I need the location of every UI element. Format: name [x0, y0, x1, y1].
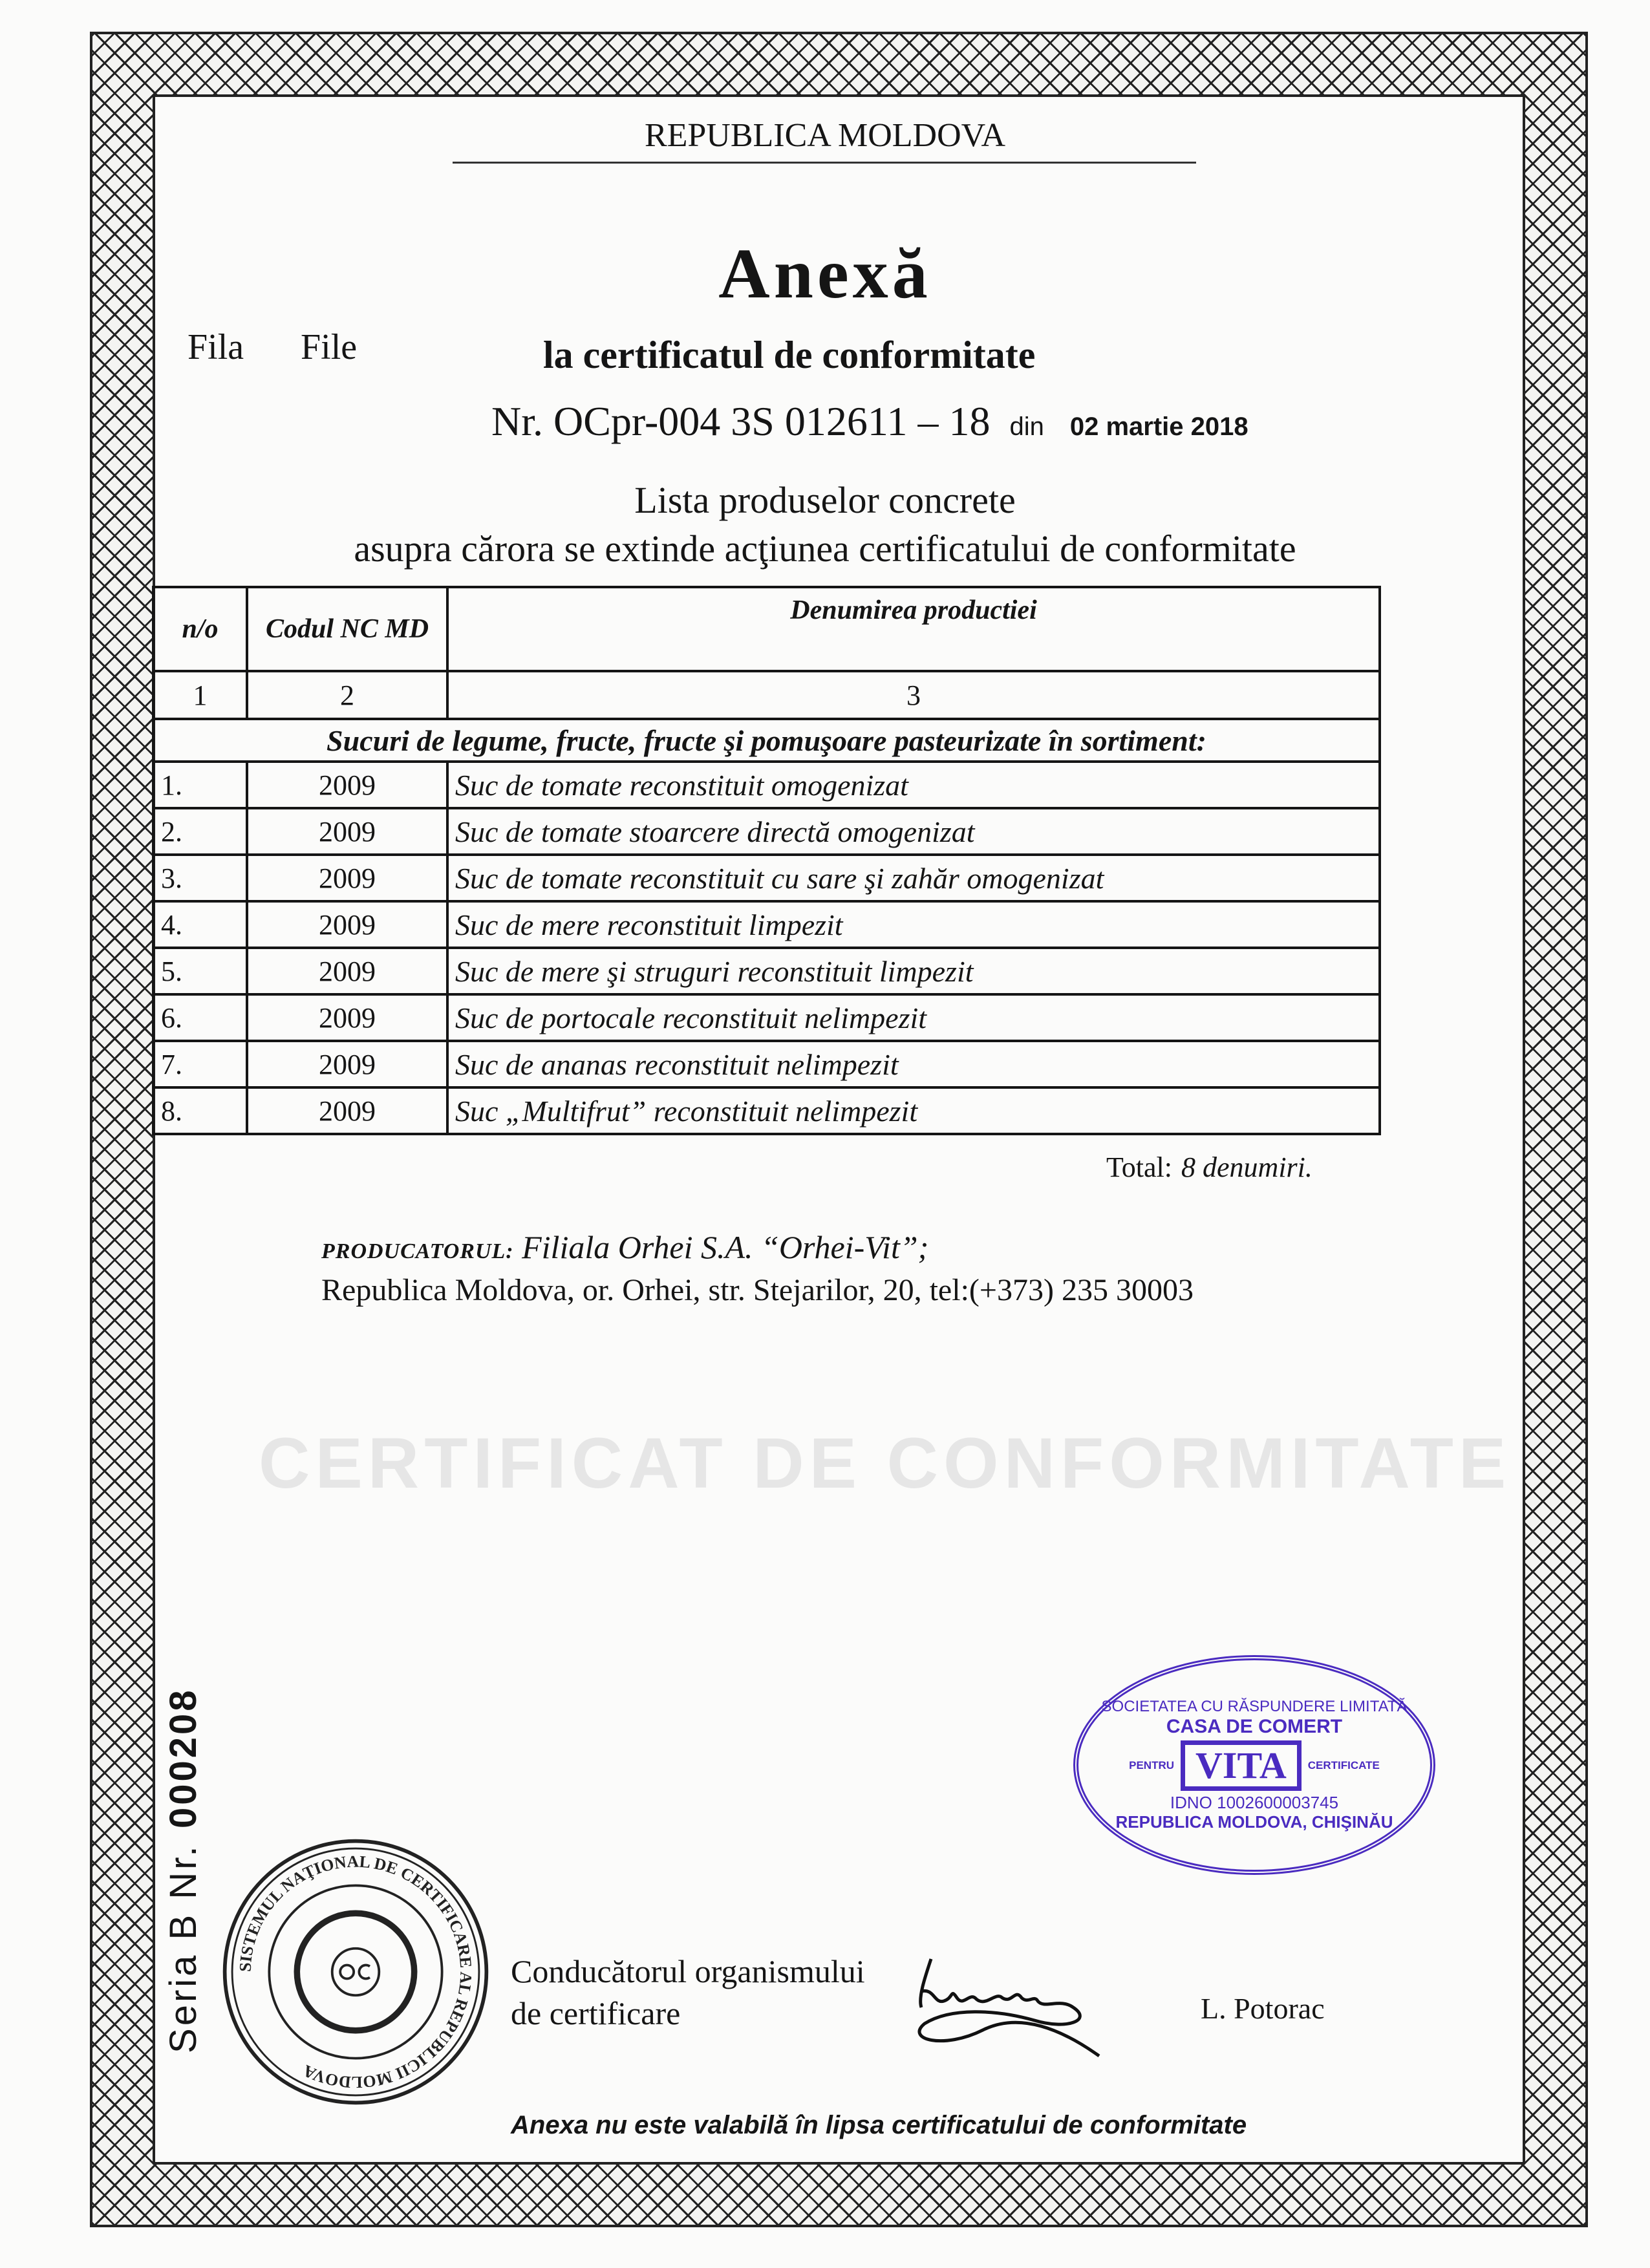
table-row: [153, 948, 1380, 994]
table-row: [153, 994, 1380, 1041]
row-code: 2009: [247, 855, 447, 901]
signatory-role: Conducătorul organismului: [511, 1953, 865, 1989]
row-code: 2009: [247, 948, 447, 994]
list-title: Lista produselor concrete: [634, 479, 1016, 521]
header-name: Denumirea productiei: [447, 587, 1380, 671]
column-number-row: [153, 671, 1380, 719]
section-row: [153, 719, 1380, 762]
producer-name: Filiala Orhei S.A. “Orhei-Vit”;: [522, 1229, 929, 1265]
column-number: 1: [153, 671, 247, 719]
row-name: Suc de tomate stoarcere directă omogenizat: [447, 808, 1380, 855]
row-number: 2.: [153, 808, 247, 855]
stamp-bottom-text: REPUBLICA MOLDOVA, CHIŞINĂU: [1115, 1812, 1393, 1832]
serial-label: Seria B Nr.: [162, 1843, 204, 2053]
row-name: Suc de mere reconstituit limpezit: [447, 901, 1380, 948]
round-seal: [220, 1836, 491, 2108]
row-code: 2009: [247, 901, 447, 948]
row-code: 2009: [247, 762, 447, 808]
serial-value: 000208: [162, 1687, 204, 1828]
table-header: [153, 587, 1380, 671]
stamp-center-text: VITA: [1181, 1740, 1302, 1791]
stamp-right-text: CERTIFICATE: [1307, 1759, 1380, 1772]
row-name: Suc de ananas reconstituit nelimpezit: [447, 1041, 1380, 1087]
row-name: Suc de mere şi struguri reconstituit limpezit: [447, 948, 1380, 994]
table-row: [153, 855, 1380, 901]
table-row: [153, 901, 1380, 948]
seal-center-oc-mark: [332, 1949, 380, 1996]
row-code: 2009: [247, 1087, 447, 1134]
row-name: Suc „Multifrut” reconstituit nelimpezit: [447, 1087, 1380, 1134]
column-number: 2: [247, 671, 447, 719]
bleed-through-text: CERTIFICAT DE CONFORMITATE: [259, 1424, 1512, 1503]
table-row: [153, 762, 1380, 808]
handwritten-signature: [905, 1952, 1138, 2062]
stamp-left-text: PENTRU: [1129, 1759, 1175, 1772]
serial-number: [162, 1687, 205, 2053]
row-name: Suc de tomate reconstituit cu sare şi zahăr omogenizat: [447, 855, 1380, 901]
stamp-idno: IDNO 1002600003745: [1170, 1793, 1339, 1813]
column-number: 3: [447, 671, 1380, 719]
file-label: File: [301, 327, 358, 367]
seal-ring-text: SISTEMUL NAŢIONAL DE CERTIFICARE AL REPUBLICII MOLDOVA: [235, 1852, 476, 2092]
row-number: 7.: [153, 1041, 247, 1087]
table-row: [153, 1041, 1380, 1087]
row-number: 1.: [153, 762, 247, 808]
total-label: Total:: [1106, 1151, 1173, 1183]
vita-stamp: [1073, 1655, 1435, 1875]
row-number: 6.: [153, 994, 247, 1041]
stamp-top-text: CASA DE COMERT: [1166, 1715, 1343, 1737]
signatory-role-2: de certificare: [511, 1995, 681, 2031]
total-value: 8 denumiri.: [1181, 1151, 1312, 1183]
country-header: REPUBLICA MOLDOVA: [644, 117, 1006, 154]
header-code: [247, 587, 447, 671]
certificate-number: Nr. OCpr-004 3S 012611 – 18: [491, 398, 991, 444]
stamp-outer-text: SOCIETATEA CU RĂSPUNDERE LIMITATĂ: [1101, 1698, 1408, 1716]
certificate-number-line: [491, 398, 1248, 445]
subtitle: la certificatul de conformitate: [543, 334, 1036, 376]
section-title: Sucuri de legume, fructe, fructe şi pomuşoare pasteurizate în sortiment:: [153, 719, 1380, 762]
row-name: Suc de tomate reconstituit omogenizat: [447, 762, 1380, 808]
producer-label: PRODUCATORUL:: [321, 1239, 514, 1263]
table-row: [153, 1087, 1380, 1134]
signatory-name: L. Potorac: [1201, 1992, 1325, 2025]
page-title: Anexă: [718, 234, 932, 313]
row-number: 4.: [153, 901, 247, 948]
certificate-date: 02 martie 2018: [1069, 412, 1248, 441]
stamp-middle-row: [1129, 1740, 1380, 1791]
din-label: din: [1009, 412, 1044, 441]
row-code: 2009: [247, 1041, 447, 1087]
row-number: 8.: [153, 1087, 247, 1134]
row-name: Suc de portocale reconstituit nelimpezit: [447, 994, 1380, 1041]
row-code: 2009: [247, 808, 447, 855]
row-number: 3.: [153, 855, 247, 901]
list-subtitle: asupra cărora se extinde acţiunea certificatului de conformitate: [354, 528, 1296, 570]
row-number: 5.: [153, 948, 247, 994]
producer-address: Republica Moldova, or. Orhei, str. Stejarilor, 20, tel:(+373) 235 30003: [321, 1273, 1194, 1307]
header-divider: [453, 162, 1196, 164]
products-table: [152, 586, 1381, 1135]
table-row: [153, 808, 1380, 855]
header-code-label: Codul NC MD: [265, 614, 429, 644]
header-no: n/o: [153, 587, 247, 671]
fila-label: Fila: [188, 327, 244, 367]
total-line: [1106, 1151, 1312, 1184]
producer-line: [321, 1228, 928, 1266]
footer-note: Anexa nu este valabilă în lipsa certificatului de conformitate: [511, 2111, 1247, 2139]
row-code: 2009: [247, 994, 447, 1041]
